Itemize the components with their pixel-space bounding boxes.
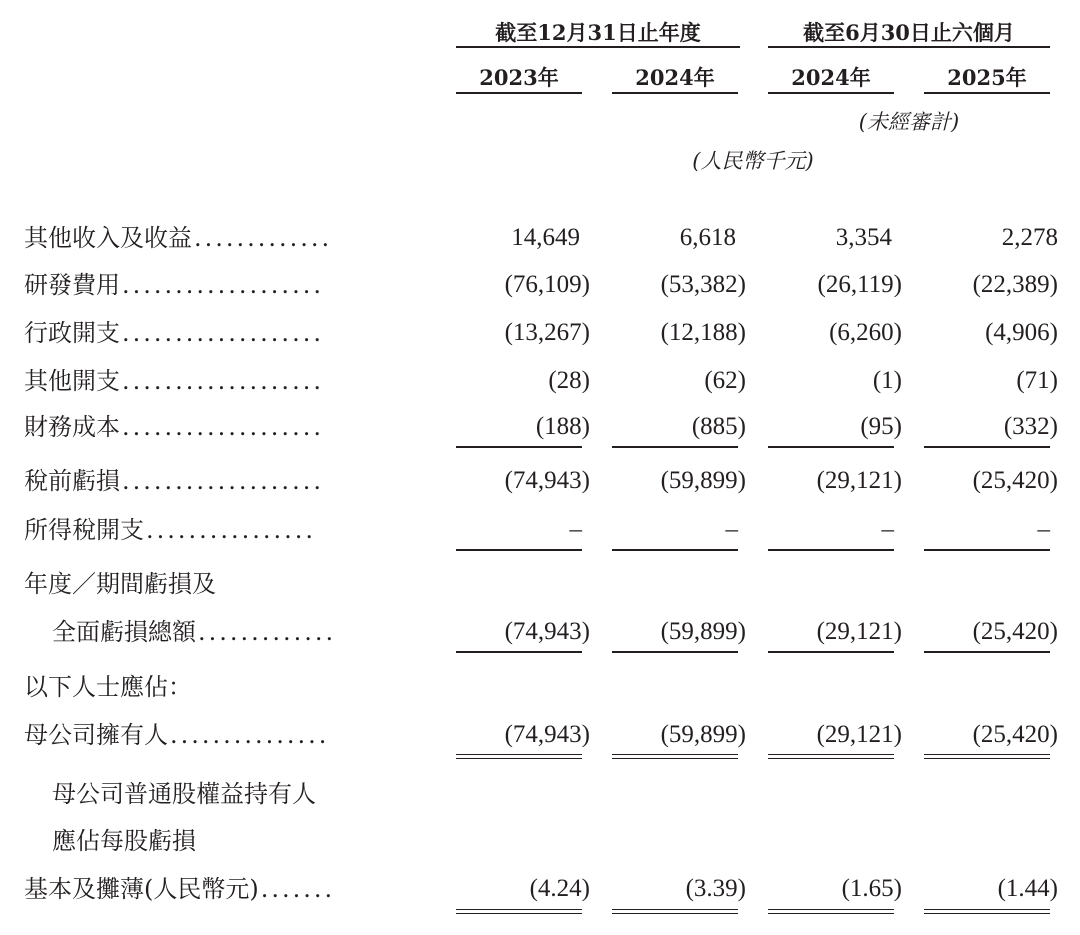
row-label: 其他收入及收益.............	[24, 224, 333, 252]
year-header-2: 2024年	[635, 65, 715, 90]
cell-value: (1.65)	[841, 875, 902, 902]
cell-value: (26,119)	[817, 271, 902, 298]
cell-value: (53,382)	[660, 271, 746, 298]
cell-value: (3.39)	[685, 875, 746, 902]
double-rule	[456, 754, 582, 759]
row-label: 行政開支...................	[24, 319, 324, 347]
year-header-2-rule	[612, 92, 738, 94]
cell-value: (59,899)	[660, 467, 746, 494]
row-label: 稅前虧損...................	[24, 467, 324, 495]
year-header-1-rule	[456, 92, 582, 94]
cell-value: 6,618	[679, 224, 736, 251]
double-rule	[456, 909, 582, 914]
year-header-4: 2025年	[947, 65, 1027, 90]
cell-value: (885)	[691, 413, 746, 440]
row-label: 基本及攤薄(人民幣元).......	[24, 875, 336, 903]
cell-value: –	[725, 516, 738, 543]
cell-value: (1.44)	[997, 875, 1058, 902]
total-rule	[456, 651, 582, 653]
cell-value: (62)	[704, 367, 746, 394]
cell-value: (25,420)	[972, 721, 1058, 748]
header-group-annual: 截至12月31日止年度	[495, 20, 701, 45]
cell-value: (76,109)	[504, 271, 590, 298]
cell-value: 3,354	[835, 224, 892, 251]
cell-value: (29,121)	[816, 618, 902, 645]
cell-value: (4.24)	[529, 875, 590, 902]
cell-value: (28)	[548, 367, 590, 394]
total-rule	[612, 651, 738, 653]
row-label: 母公司擁有人...............	[24, 721, 330, 749]
row-label: 其他開支...................	[24, 367, 324, 395]
header-group-halfyear: 截至6月30日止六個月	[803, 20, 1015, 45]
cell-value: (95)	[860, 413, 902, 440]
cell-value: 14,649	[511, 224, 580, 251]
double-rule	[768, 754, 894, 759]
subtotal-rule	[612, 446, 738, 448]
cell-value: (13,267)	[504, 319, 590, 346]
double-rule	[924, 754, 1050, 759]
cell-value: (59,899)	[660, 618, 746, 645]
year-header-3: 2024年	[791, 65, 871, 90]
unaudited-note: (未經審計)	[858, 110, 960, 134]
row-label: 應佔每股虧損	[52, 827, 196, 855]
total-rule	[768, 651, 894, 653]
cell-value: –	[1037, 516, 1050, 543]
cell-value: (74,943)	[504, 618, 590, 645]
row-label: 所得稅開支................	[24, 516, 317, 544]
header-group-annual-rule	[456, 46, 740, 48]
year-header-4-rule	[924, 92, 1050, 94]
cell-value: (71)	[1016, 367, 1058, 394]
row-label: 母公司普通股權益持有人	[52, 780, 316, 808]
cell-value: (4,906)	[985, 319, 1058, 346]
cell-value: (188)	[535, 413, 590, 440]
cell-value: (74,943)	[504, 721, 590, 748]
cell-value: (22,389)	[972, 271, 1058, 298]
cell-value: –	[569, 516, 582, 543]
double-rule	[612, 754, 738, 759]
subtotal-rule	[456, 549, 582, 551]
subtotal-rule	[456, 446, 582, 448]
cell-value: (6,260)	[829, 319, 902, 346]
row-label: 以下人士應佔：	[24, 673, 192, 701]
row-label: 全面虧損總額.............	[52, 618, 337, 646]
year-header-3-rule	[768, 92, 894, 94]
subtotal-rule	[612, 549, 738, 551]
cell-value: (29,121)	[816, 467, 902, 494]
header-group-halfyear-rule	[768, 46, 1050, 48]
cell-value: (29,121)	[816, 721, 902, 748]
double-rule	[612, 909, 738, 914]
subtotal-rule	[924, 446, 1050, 448]
cell-value: (12,188)	[660, 319, 746, 346]
cell-value: (25,420)	[972, 618, 1058, 645]
year-header-1: 2023年	[479, 65, 559, 90]
subtotal-rule	[768, 549, 894, 551]
currency-note: (人民幣千元)	[692, 149, 814, 173]
cell-value: (74,943)	[504, 467, 590, 494]
double-rule	[768, 909, 894, 914]
cell-value: –	[881, 516, 894, 543]
double-rule	[924, 909, 1050, 914]
cell-value: (1)	[872, 367, 902, 394]
row-label: 研發費用...................	[24, 271, 324, 299]
row-label: 年度／期間虧損及	[24, 570, 216, 598]
cell-value: (25,420)	[972, 467, 1058, 494]
subtotal-rule	[768, 446, 894, 448]
cell-value: 2,278	[1001, 224, 1058, 251]
subtotal-rule	[924, 549, 1050, 551]
row-label: 財務成本...................	[24, 413, 324, 441]
total-rule	[924, 651, 1050, 653]
cell-value: (59,899)	[660, 721, 746, 748]
cell-value: (332)	[1003, 413, 1058, 440]
